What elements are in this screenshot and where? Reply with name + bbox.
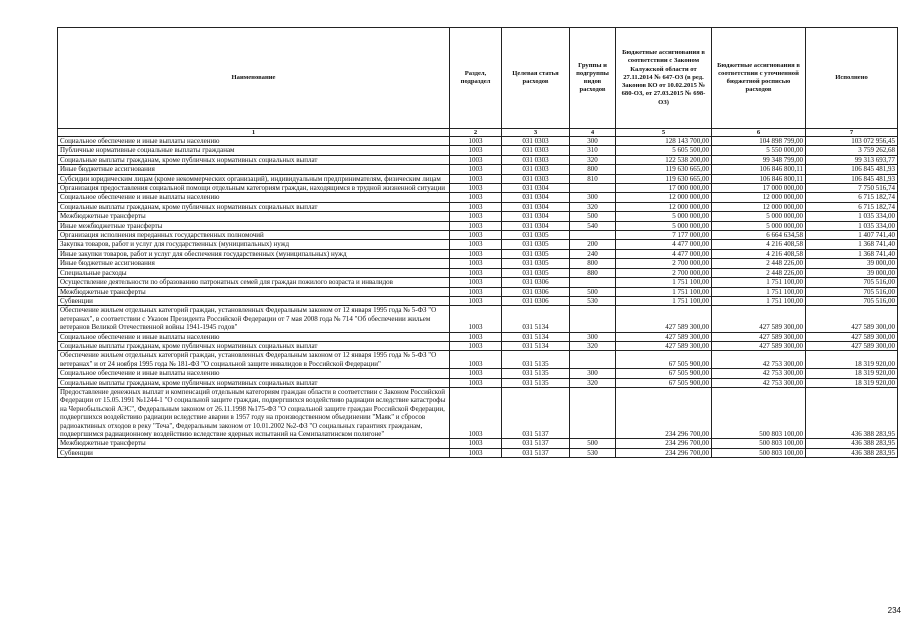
cell-name: Специальные расходы	[58, 268, 450, 277]
table-row	[58, 155, 898, 164]
cell-budget-law: 5 000 000,00	[616, 212, 712, 221]
cell-executed: 39 000,00	[806, 259, 898, 268]
cell-group: 200	[570, 240, 616, 249]
cell-article: 031 0305	[502, 259, 570, 268]
cell-executed: 1 035 334,00	[806, 212, 898, 221]
cell-article: 031 5135	[502, 378, 570, 387]
cell-name: Субвенции	[58, 296, 450, 305]
cell-budget-law: 122 538 200,00	[616, 155, 712, 164]
cell-name: Социальное обеспечение и иные выплаты населению	[58, 137, 450, 146]
cell-executed: 18 319 920,00	[806, 369, 898, 378]
cell-article: 031 0305	[502, 249, 570, 258]
cell-executed: 1 035 334,00	[806, 221, 898, 230]
cell-budget-refined: 106 846 800,11	[712, 165, 806, 174]
cell-article: 031 0303	[502, 174, 570, 183]
cell-group: 320	[570, 378, 616, 387]
cell-budget-law: 1 751 100,00	[616, 287, 712, 296]
cell-executed: 705 516,00	[806, 287, 898, 296]
cell-name: Иные межбюджетные трансферты	[58, 221, 450, 230]
cell-executed: 436 388 283,95	[806, 439, 898, 448]
cell-budget-refined: 1 751 100,00	[712, 287, 806, 296]
cell-group: 800	[570, 165, 616, 174]
cell-section: 1003	[450, 146, 502, 155]
table-row	[58, 249, 898, 258]
column-number: 4	[570, 129, 616, 137]
cell-group: 530	[570, 296, 616, 305]
table-row	[58, 278, 898, 287]
cell-group	[570, 306, 616, 332]
cell-article: 031 0303	[502, 137, 570, 146]
cell-article: 031 0303	[502, 155, 570, 164]
table-row	[58, 439, 898, 448]
cell-article: 031 5137	[502, 448, 570, 457]
cell-section: 1003	[450, 369, 502, 378]
cell-group: 320	[570, 202, 616, 211]
cell-budget-refined: 42 753 300,00	[712, 369, 806, 378]
cell-name: Организация предоставления социальной помощи отдельным категориям граждан, находящимся в трудной жизненной ситуации	[58, 184, 450, 193]
cell-section: 1003	[450, 439, 502, 448]
cell-name: Закупка товаров, работ и услуг для государственных (муниципальных) нужд	[58, 240, 450, 249]
cell-name: Предоставление денежных выплат и компенсаций отдельным категориям граждан области в соответствии с Законом Российской Федерации от 15.05.1991 №1244-1 "О социальной защите граждан, подвергшихся воздействию радиации вследствие катастрофы на Чернобыльской АЭС", Федеральным законом от 26.11.1998 №175-ФЗ "О социальной защите граждан Российской Федерации, подвергшихся воздействию радиации вследствие аварии в 1957 году на производственном объединении "Маяк" и сбросов радиоактивных отходов в реку "Теча", Федеральным законом от 10.01.2002 №2-ФЗ "О социальных гарантиях гражданам, подвергшимся радиационному воздействию вследствие ядерных испытаний на Семипалатинском полигоне"	[58, 387, 450, 438]
cell-budget-refined: 104 898 799,00	[712, 137, 806, 146]
cell-budget-law: 7 177 000,00	[616, 231, 712, 240]
cell-budget-refined: 427 589 300,00	[712, 306, 806, 332]
table-row	[58, 165, 898, 174]
cell-budget-refined: 1 751 100,00	[712, 278, 806, 287]
cell-executed: 106 845 481,93	[806, 174, 898, 183]
column-number: 1	[58, 129, 450, 137]
cell-section: 1003	[450, 268, 502, 277]
cell-name: Обеспечение жильем отдельных категорий граждан, установленных Федеральным законом от 12 января 1995 года № 5-ФЗ "О ветеранах", в соответствии с Указом Президента Российской Федерации от 7 мая 2008 года № 714 "Об обеспечении жильем ветеранов Великой Отечественной войны 1941-1945 годов"	[58, 306, 450, 332]
column-number: 7	[806, 129, 898, 137]
cell-budget-refined: 500 803 100,00	[712, 387, 806, 438]
column-number: 3	[502, 129, 570, 137]
cell-name: Социальное обеспечение и иные выплаты населению	[58, 369, 450, 378]
cell-name: Социальное обеспечение и иные выплаты населению	[58, 332, 450, 341]
header-executed: Исполнено	[806, 28, 898, 129]
cell-article: 031 5135	[502, 351, 570, 369]
cell-executed: 427 589 300,00	[806, 341, 898, 350]
table-row	[58, 184, 898, 193]
cell-name: Субвенции	[58, 448, 450, 457]
table-body	[58, 137, 898, 458]
cell-group: 500	[570, 439, 616, 448]
cell-section: 1003	[450, 184, 502, 193]
table-header-row	[58, 28, 898, 129]
table-row	[58, 202, 898, 211]
cell-budget-refined: 2 448 226,00	[712, 259, 806, 268]
cell-budget-refined: 6 664 634,58	[712, 231, 806, 240]
cell-group: 540	[570, 221, 616, 230]
cell-group: 500	[570, 212, 616, 221]
cell-article: 031 0306	[502, 296, 570, 305]
cell-budget-law: 5 605 500,00	[616, 146, 712, 155]
cell-budget-law: 17 000 000,00	[616, 184, 712, 193]
cell-executed: 106 845 481,93	[806, 165, 898, 174]
table-row	[58, 369, 898, 378]
cell-section: 1003	[450, 306, 502, 332]
cell-budget-law: 4 477 000,00	[616, 240, 712, 249]
cell-budget-law: 119 630 665,00	[616, 165, 712, 174]
cell-name: Социальные выплаты гражданам, кроме публичных нормативных социальных выплат	[58, 341, 450, 350]
table-row	[58, 212, 898, 221]
table-row	[58, 332, 898, 341]
cell-name: Социальное обеспечение и иные выплаты населению	[58, 193, 450, 202]
cell-section: 1003	[450, 287, 502, 296]
table-row	[58, 259, 898, 268]
cell-section: 1003	[450, 212, 502, 221]
cell-executed: 18 319 920,00	[806, 351, 898, 369]
cell-section: 1003	[450, 378, 502, 387]
cell-section: 1003	[450, 174, 502, 183]
cell-budget-law: 5 000 000,00	[616, 221, 712, 230]
table-row	[58, 378, 898, 387]
cell-budget-law: 234 296 700,00	[616, 387, 712, 438]
cell-group: 530	[570, 448, 616, 457]
cell-name: Социальные выплаты гражданам, кроме публичных нормативных социальных выплат	[58, 378, 450, 387]
budget-execution-table	[57, 27, 898, 458]
cell-section: 1003	[450, 202, 502, 211]
cell-budget-refined: 4 216 408,58	[712, 249, 806, 258]
cell-executed: 18 319 920,00	[806, 378, 898, 387]
table-row	[58, 174, 898, 183]
cell-budget-refined: 5 550 000,00	[712, 146, 806, 155]
cell-budget-law: 1 751 100,00	[616, 278, 712, 287]
cell-article: 031 0304	[502, 184, 570, 193]
cell-article: 031 0305	[502, 231, 570, 240]
cell-article: 031 5137	[502, 439, 570, 448]
cell-section: 1003	[450, 259, 502, 268]
table-row	[58, 240, 898, 249]
cell-group: 300	[570, 369, 616, 378]
cell-section: 1003	[450, 193, 502, 202]
cell-budget-refined: 5 000 000,00	[712, 221, 806, 230]
cell-section: 1003	[450, 278, 502, 287]
cell-article: 031 5134	[502, 332, 570, 341]
cell-group	[570, 278, 616, 287]
budget-table-sheet	[57, 27, 897, 458]
table-row	[58, 387, 898, 438]
cell-budget-refined: 1 751 100,00	[712, 296, 806, 305]
cell-group	[570, 184, 616, 193]
table-row	[58, 231, 898, 240]
cell-budget-refined: 427 589 300,00	[712, 341, 806, 350]
cell-group: 810	[570, 174, 616, 183]
cell-budget-law: 2 700 000,00	[616, 259, 712, 268]
cell-executed: 436 388 283,95	[806, 448, 898, 457]
cell-name: Осуществление деятельности по образованию патронатных семей для граждан пожилого возраста и инвалидов	[58, 278, 450, 287]
table-row	[58, 448, 898, 457]
cell-executed: 427 589 300,00	[806, 306, 898, 332]
cell-budget-law: 128 143 700,00	[616, 137, 712, 146]
header-budget-refined: Бюджетные ассигнования в соответствии с уточненной бюджетной росписью расходов	[712, 28, 806, 129]
cell-section: 1003	[450, 240, 502, 249]
cell-article: 031 0304	[502, 202, 570, 211]
cell-budget-refined: 427 589 300,00	[712, 332, 806, 341]
cell-name: Социальные выплаты гражданам, кроме публичных нормативных социальных выплат	[58, 155, 450, 164]
cell-name: Публичные нормативные социальные выплаты гражданам	[58, 146, 450, 155]
cell-budget-law: 12 000 000,00	[616, 193, 712, 202]
cell-budget-law: 67 505 900,00	[616, 369, 712, 378]
cell-budget-refined: 2 448 226,00	[712, 268, 806, 277]
cell-name: Организация исполнения переданных государственных полномочий	[58, 231, 450, 240]
cell-budget-law: 4 477 000,00	[616, 249, 712, 258]
cell-article: 031 0304	[502, 212, 570, 221]
table-row	[58, 193, 898, 202]
cell-name: Обеспечение жильем отдельных категорий граждан, установленных Федеральным законом от 12 января 1995 года № 5-ФЗ "О ветеранах" и от 24 ноября 1995 года № 181-ФЗ "О социальной защите инвалидов в Российской Федерации"	[58, 351, 450, 369]
cell-budget-law: 427 589 300,00	[616, 341, 712, 350]
cell-budget-refined: 12 000 000,00	[712, 193, 806, 202]
table-row	[58, 351, 898, 369]
table-row	[58, 306, 898, 332]
cell-group: 240	[570, 249, 616, 258]
cell-section: 1003	[450, 221, 502, 230]
cell-budget-law: 119 630 665,00	[616, 174, 712, 183]
column-number: 2	[450, 129, 502, 137]
cell-budget-law: 427 589 300,00	[616, 306, 712, 332]
cell-section: 1003	[450, 341, 502, 350]
table-row	[58, 341, 898, 350]
cell-group: 310	[570, 146, 616, 155]
cell-article: 031 0306	[502, 287, 570, 296]
cell-article: 031 0304	[502, 221, 570, 230]
header-section: Раздел, подраздел	[450, 28, 502, 129]
cell-group: 320	[570, 341, 616, 350]
cell-group: 300	[570, 137, 616, 146]
cell-section: 1003	[450, 332, 502, 341]
cell-name: Межбюджетные трансферты	[58, 212, 450, 221]
page-number: 234	[887, 606, 901, 615]
cell-group: 500	[570, 287, 616, 296]
cell-budget-law: 12 000 000,00	[616, 202, 712, 211]
cell-executed: 1 368 741,40	[806, 249, 898, 258]
cell-executed: 7 750 516,74	[806, 184, 898, 193]
cell-name: Межбюджетные трансферты	[58, 287, 450, 296]
cell-article: 031 5137	[502, 387, 570, 438]
cell-article: 031 5134	[502, 306, 570, 332]
cell-name: Иные бюджетные ассигнования	[58, 165, 450, 174]
cell-budget-refined: 500 803 100,00	[712, 448, 806, 457]
cell-name: Межбюджетные трансферты	[58, 439, 450, 448]
cell-budget-refined: 5 000 000,00	[712, 212, 806, 221]
cell-executed: 6 715 182,74	[806, 202, 898, 211]
cell-group: 320	[570, 155, 616, 164]
cell-executed: 3 759 262,68	[806, 146, 898, 155]
cell-executed: 705 516,00	[806, 278, 898, 287]
cell-budget-refined: 12 000 000,00	[712, 202, 806, 211]
cell-budget-law: 2 700 000,00	[616, 268, 712, 277]
cell-budget-refined: 4 216 408,58	[712, 240, 806, 249]
cell-section: 1003	[450, 448, 502, 457]
cell-budget-refined: 500 803 100,00	[712, 439, 806, 448]
cell-section: 1003	[450, 296, 502, 305]
cell-budget-law: 427 589 300,00	[616, 332, 712, 341]
table-row	[58, 146, 898, 155]
cell-executed: 103 072 956,45	[806, 137, 898, 146]
cell-section: 1003	[450, 249, 502, 258]
cell-budget-law: 234 296 700,00	[616, 448, 712, 457]
cell-name: Субсидии юридическим лицам (кроме некоммерческих организаций), индивидуальным предпринимателям, физическим лицам	[58, 174, 450, 183]
cell-article: 031 0304	[502, 193, 570, 202]
cell-executed: 436 388 283,95	[806, 387, 898, 438]
header-name: Наименование	[58, 28, 450, 129]
cell-article: 031 5135	[502, 369, 570, 378]
cell-group: 300	[570, 193, 616, 202]
cell-budget-law: 67 505 900,00	[616, 378, 712, 387]
cell-group	[570, 231, 616, 240]
cell-executed: 705 516,00	[806, 296, 898, 305]
cell-section: 1003	[450, 231, 502, 240]
cell-article: 031 5134	[502, 341, 570, 350]
table-row	[58, 221, 898, 230]
cell-executed: 1 407 741,40	[806, 231, 898, 240]
table-row	[58, 137, 898, 146]
cell-budget-law: 234 296 700,00	[616, 439, 712, 448]
cell-executed: 427 589 300,00	[806, 332, 898, 341]
cell-executed: 99 313 693,77	[806, 155, 898, 164]
table-row	[58, 296, 898, 305]
cell-name: Иные бюджетные ассигнования	[58, 259, 450, 268]
cell-budget-law: 67 505 900,00	[616, 351, 712, 369]
header-group: Группы и подгруппы видов расходов	[570, 28, 616, 129]
cell-executed: 6 715 182,74	[806, 193, 898, 202]
cell-budget-refined: 99 348 799,00	[712, 155, 806, 164]
cell-article: 031 0306	[502, 278, 570, 287]
cell-group: 300	[570, 332, 616, 341]
cell-section: 1003	[450, 155, 502, 164]
cell-budget-refined: 106 846 800,11	[712, 174, 806, 183]
cell-article: 031 0305	[502, 268, 570, 277]
cell-group: 800	[570, 259, 616, 268]
cell-name: Иные закупки товаров, работ и услуг для обеспечения государственных (муниципальных) нужд	[58, 249, 450, 258]
cell-section: 1003	[450, 387, 502, 438]
header-budget-law: Бюджетные ассигнования в соответствии с Законом Калужской области от 27.11.2014 № 647-ОЗ (в ред. Законов КО от 10.02.2015 № 680-ОЗ, от 27.03.2015 № 698-ОЗ)	[616, 28, 712, 129]
cell-executed: 39 000,00	[806, 268, 898, 277]
cell-article: 031 0303	[502, 165, 570, 174]
cell-budget-refined: 42 753 300,00	[712, 351, 806, 369]
table-row	[58, 287, 898, 296]
cell-section: 1003	[450, 351, 502, 369]
cell-name: Социальные выплаты гражданам, кроме публичных нормативных социальных выплат	[58, 202, 450, 211]
cell-budget-refined: 42 753 300,00	[712, 378, 806, 387]
cell-article: 031 0305	[502, 240, 570, 249]
cell-section: 1003	[450, 137, 502, 146]
cell-budget-law: 1 751 100,00	[616, 296, 712, 305]
cell-article: 031 0303	[502, 146, 570, 155]
column-numbers-row	[58, 129, 898, 137]
cell-group: 880	[570, 268, 616, 277]
column-number: 5	[616, 129, 712, 137]
cell-group	[570, 351, 616, 369]
table-row	[58, 268, 898, 277]
cell-executed: 1 368 741,40	[806, 240, 898, 249]
cell-group	[570, 387, 616, 438]
cell-section: 1003	[450, 165, 502, 174]
cell-budget-refined: 17 000 000,00	[712, 184, 806, 193]
column-number: 6	[712, 129, 806, 137]
header-article: Целевая статья расходов	[502, 28, 570, 129]
